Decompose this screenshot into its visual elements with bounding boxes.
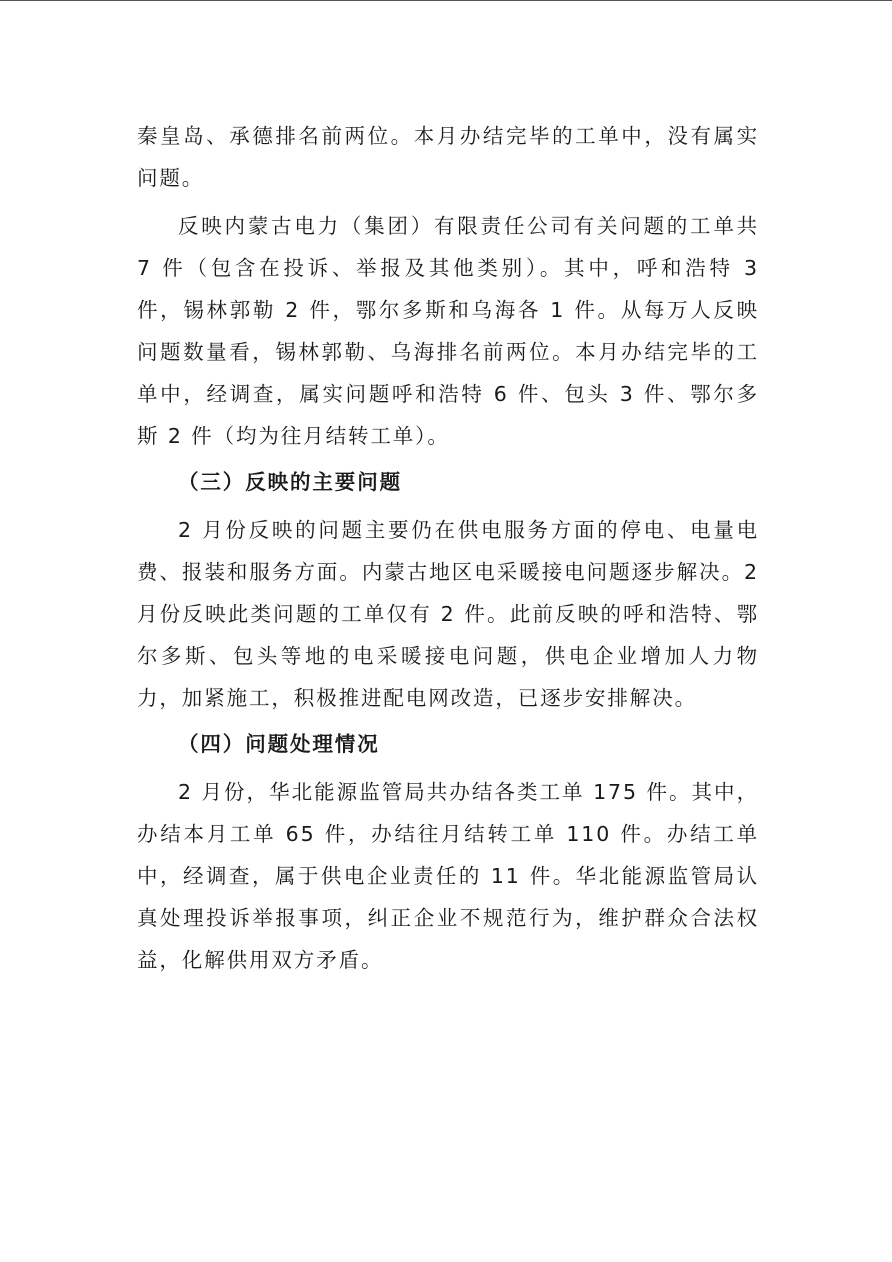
paragraph-handling: 2 月份，华北能源监管局共办结各类工单 175 件。其中，办结本月工单 65 件，办结往月结转工单 110 件。办结工单中，经调查，属于供电企业责任的 11 件。华北能源监管局认真处理投诉举报事项，纠正企业不规范行为，维护群众合法权益，化解供用双方矛盾。	[137, 780, 759, 972]
paragraph-continuation: 秦皇岛、承德排名前两位。本月办结完毕的工单中，没有属实问题。	[137, 124, 759, 190]
paragraph-inner-mongolia-power: 反映内蒙古电力（集团）有限责任公司有关问题的工单共 7 件（包含在投诉、举报及其他类别）。其中，呼和浩特 3 件，锡林郭勒 2 件，鄂尔多斯和乌海各 1 件。从每万人反映问题数量看，锡林郭勒、乌海排名前两位。本月办结完毕的工单中，经调查，属实问题呼和浩特 6 件、包头 3 件、鄂尔多斯 2 件（均为往月结转工单）。	[137, 214, 768, 448]
document-body	[137, 115, 768, 981]
paragraph-main-issues: 2 月份反映的问题主要仍在供电服务方面的停电、电量电费、报装和服务方面。内蒙古地区电采暖接电问题逐步解决。2 月份反映此类问题的工单仅有 2 件。此前反映的呼和浩特、鄂尔多斯、包头等地的电采暖接电问题，供电企业增加人力物力，加紧施工，积极推进配电网改造，已逐步安排解决。	[137, 518, 768, 710]
top-border-line	[0, 0, 892, 1]
section-heading-main-issues: （三）反映的主要问题	[178, 470, 402, 494]
section-heading-handling: （四）问题处理情况	[178, 732, 380, 756]
